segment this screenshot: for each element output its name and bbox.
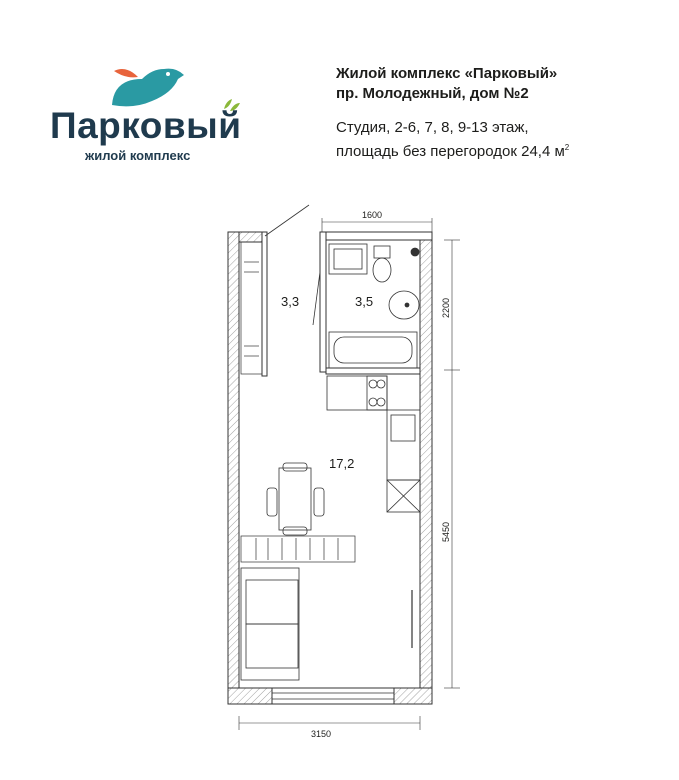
sofa: [241, 568, 299, 680]
dimension-bottom: 3150: [311, 729, 332, 739]
dimension-top: 1600: [362, 210, 383, 220]
kitchen-sink-icon: [391, 415, 415, 441]
apartment-type: Студия, 2-6, 7, 8, 9-13 этаж,: [336, 119, 529, 136]
dimension-room: 5450: [441, 521, 451, 542]
area-unit-power: 2: [564, 143, 570, 152]
apartment-area: площадь без перегородок 24,4 м: [336, 143, 565, 160]
room-area-bathroom: 3,5: [355, 294, 374, 309]
brand-subtitle: жилой комплекс: [85, 148, 191, 163]
bathroom-fixtures: [329, 244, 419, 368]
left-wall: [228, 232, 239, 704]
kitchen: [327, 376, 420, 512]
right-wall: [420, 232, 432, 704]
project-address: пр. Молодежный, дом №2: [336, 85, 529, 102]
washing-machine-icon: [329, 244, 367, 274]
wardrobe: [241, 242, 262, 374]
toilet-icon: [373, 258, 391, 282]
room-area-living: 17,2: [329, 456, 355, 471]
sink-icon: [389, 291, 419, 319]
room-area-hall: 3,3: [281, 294, 300, 309]
project-name: Жилой комплекс «Парковый»: [336, 65, 558, 82]
shelf: [241, 536, 355, 562]
brand-name: Парковый: [50, 105, 242, 146]
riser-icon: [411, 248, 419, 256]
dimension-bathroom: 2200: [441, 297, 451, 318]
dining-table: [267, 463, 324, 535]
